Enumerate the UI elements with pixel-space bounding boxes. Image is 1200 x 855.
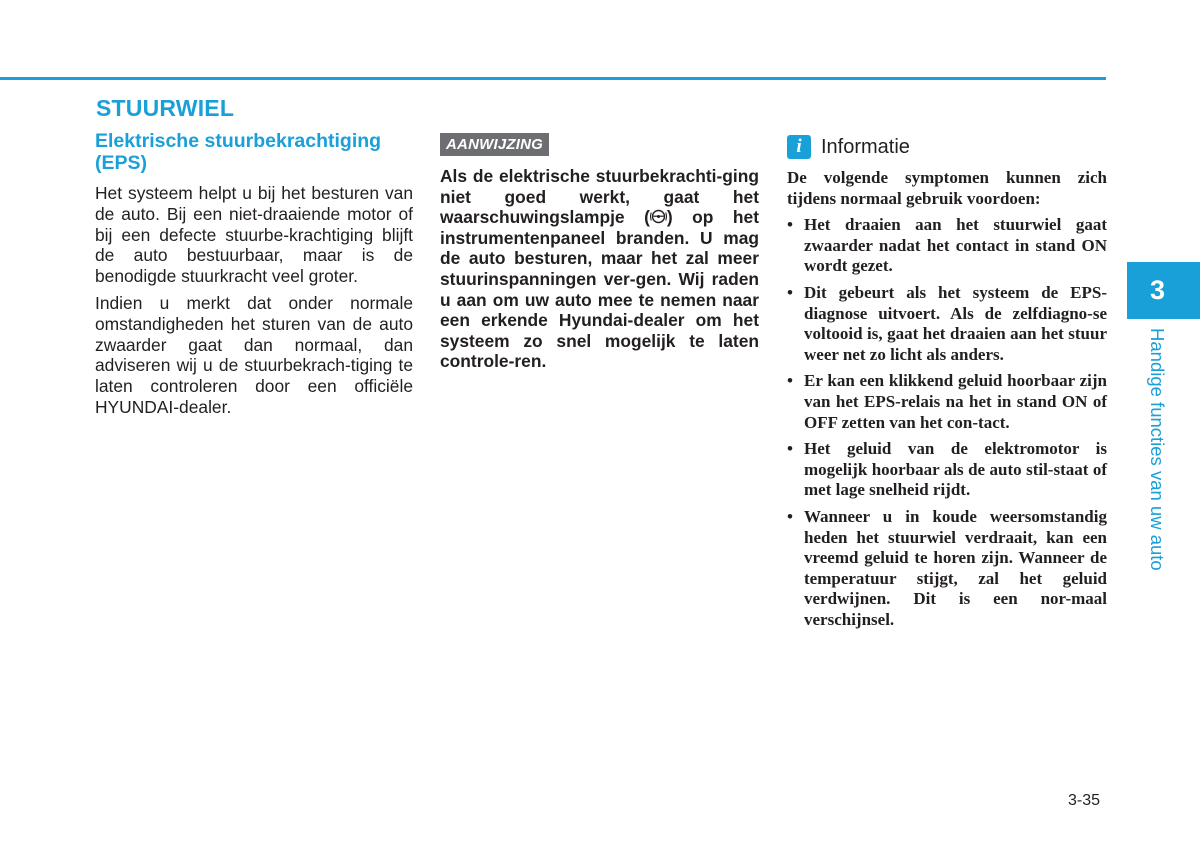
- list-item: [787, 439, 1107, 501]
- top-rule: [0, 77, 1106, 80]
- notice-text: [440, 166, 759, 372]
- section-title: STUURWIEL: [96, 95, 235, 121]
- chapter-side-label: [1138, 328, 1178, 588]
- chapter-number-tab: 3: [1127, 262, 1200, 319]
- eps-heading: Elektrische stuurbekrachtiging (EPS): [95, 130, 382, 174]
- bullet: •: [787, 215, 793, 235]
- list-item: [787, 371, 1107, 433]
- chapter-title: Handige functies van uw auto: [1147, 328, 1168, 571]
- info-header: [787, 135, 1107, 159]
- notice-badge: AANWIJZING: [440, 133, 549, 156]
- eps-paragraph-1: Het systeem helpt u bij het besturen van de auto. Bij een niet-draaiende motor of bij een defecte stuurbe-krachtiging blijft de auto bestuurbaar, maar is de benodigde stuurkracht veel groter.: [95, 183, 413, 287]
- list-item: [787, 283, 1107, 365]
- bullet: •: [787, 282, 793, 302]
- list-item: [787, 215, 1107, 277]
- list-item-text: Dit gebeurt als het systeem de EPS-diagnose uitvoert. Als de zelfdiagno-se voltooid is, gaat het draaien aan het stuur weer net zo licht als anders.: [804, 282, 1107, 364]
- column-eps: [95, 130, 413, 424]
- notice-text-start: Als de elektrische stuurbekrachti-ging niet goed werkt, gaat het waarschuwingslampje (: [440, 166, 759, 228]
- notice-text-end: ) op het instrumentenpaneel branden. U mag de auto besturen, maar het zal meer stuurinspanningen ver-gen. Wij raden u aan om uw auto mee te nemen naar een erkende Hyundai-dealer om het systeem zo snel mogelijk te laten controle-ren.: [440, 207, 759, 372]
- bullet: •: [787, 439, 793, 459]
- column-info: [787, 130, 1107, 636]
- list-item-text: Wanneer u in koude weersomstandig heden het stuurwiel verdraait, kan een vreemd geluid te horen zijn. Wanneer de temperatuur stijgt, zal het geluid verdwijnen. Dit is een nor-maal verschijnsel.: [804, 506, 1107, 629]
- list-item-text: Er kan een klikkend geluid hoorbaar zijn van het EPS-relais na het in stand ON of OFF zetten van het con-tact.: [804, 371, 1107, 432]
- list-item-text: Het geluid van de elektromotor is mogelijk hoorbaar als de auto stil-staat of met lage snelheid rijdt.: [804, 439, 1107, 500]
- column-notice: [440, 130, 759, 372]
- bullet: •: [787, 506, 793, 526]
- page-number: 3-35: [1068, 792, 1101, 809]
- list-item: [787, 507, 1107, 631]
- info-intro: De volgende symptomen kunnen zich tijdens normaal gebruik voordoen:: [787, 168, 1107, 208]
- eps-warning-icon: [650, 209, 667, 224]
- info-title: Informatie: [821, 135, 910, 158]
- info-icon: i: [787, 135, 811, 159]
- info-list: [787, 215, 1107, 630]
- bullet: •: [787, 371, 793, 391]
- eps-paragraph-2: Indien u merkt dat onder normale omstandigheden het sturen van de auto zwaarder gaat dan normaal, dan adviseren wij u de stuurbekrach-tiging te laten controleren door een officiële HYUNDAI-dealer.: [95, 292, 413, 417]
- list-item-text: Het draaien aan het stuurwiel gaat zwaarder nadat het contact in stand ON wordt gezet.: [804, 215, 1107, 276]
